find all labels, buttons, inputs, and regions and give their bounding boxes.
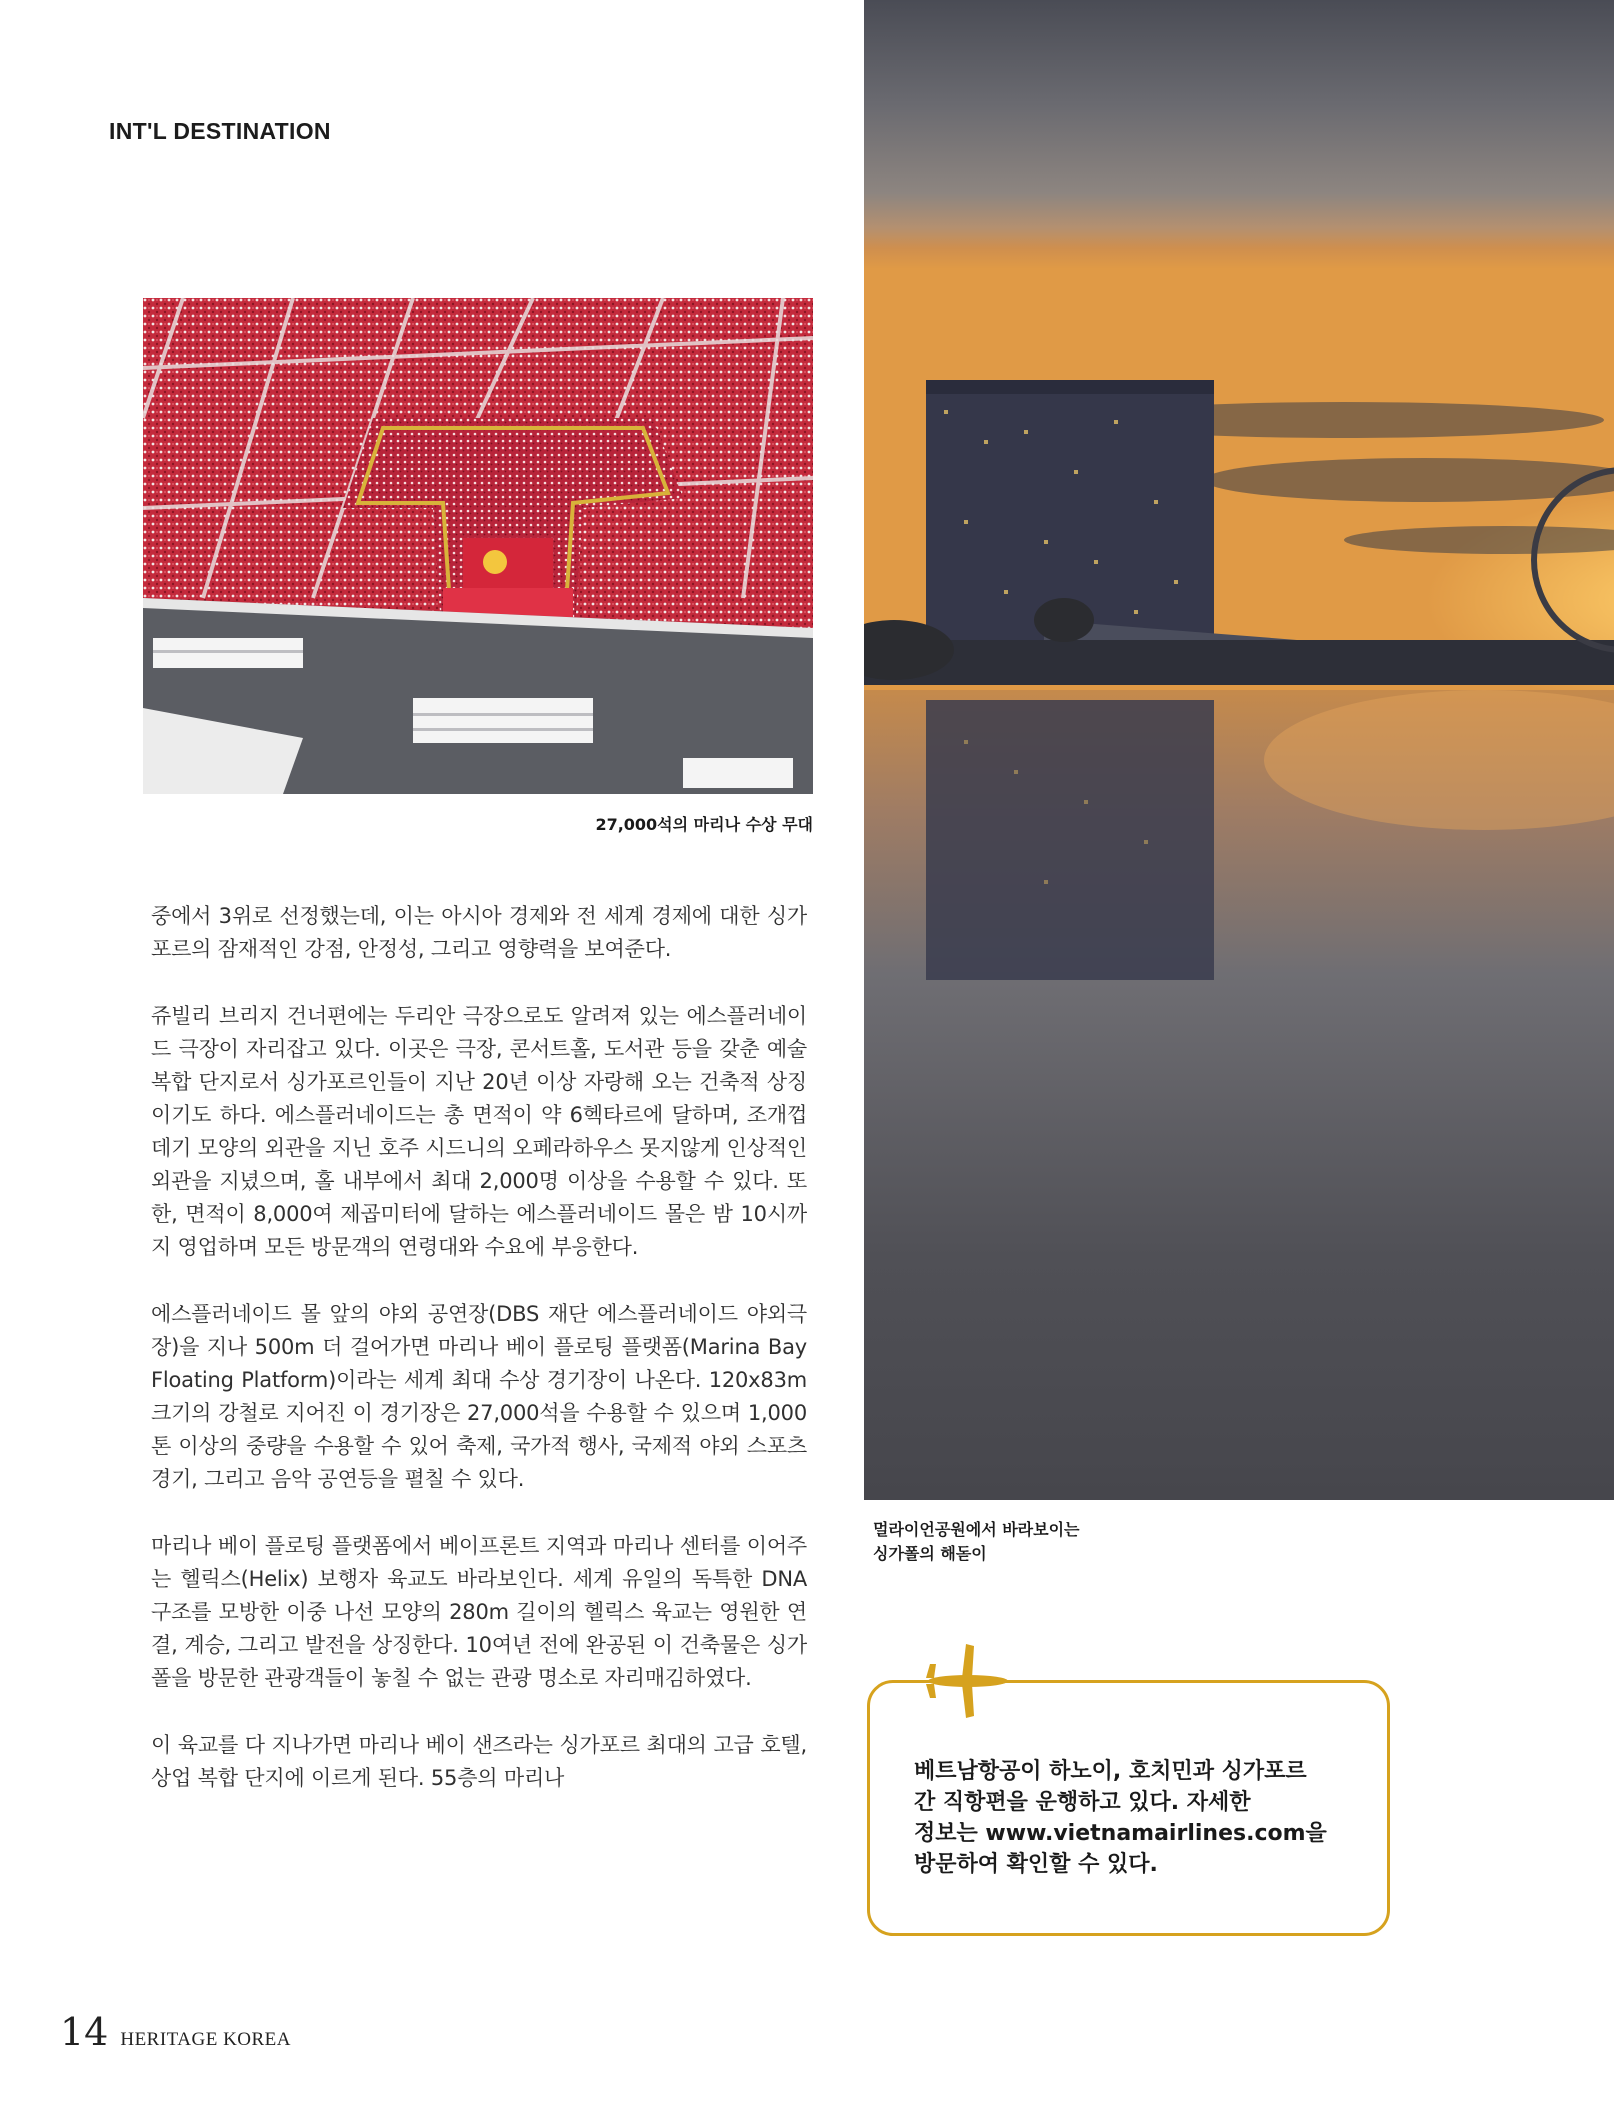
stadium-photo	[143, 298, 813, 794]
page-number: 14	[60, 2010, 109, 2054]
info-box-text	[914, 1756, 1364, 1880]
info-line-2: 간 직항편을 운행하고 있다. 자세한	[914, 1790, 1251, 1815]
article-paragraph-3: 에스플러네이드 몰 앞의 야외 공연장(DBS 재단 에스플러네이드 야외극장)을 지나 500m 더 걸어가면 마리나 베이 플로팅 플랫폼(Marina Bay Floating Platform)이라는 세계 최대 수상 경기장이 나온다. 120x83m 크기의 강철로 지어진 이 경기장은 27,000석을 수용할 수 있으며 1,000톤 이상의 중량을 수용할 수 있어 축제, 국가적 행사, 국제적 야외 스포츠 경기, 그리고 음악 공연등을 펼칠 수 있다.	[151, 1302, 807, 1491]
sunset-caption-line-1: 멀라이언공원에서 바라보이는	[873, 1520, 1080, 1539]
section-label: INT'L DESTINATION	[109, 118, 331, 144]
sunset-photo-caption	[873, 1518, 1233, 1566]
sunset-caption-line-2: 싱가폴의 해돋이	[873, 1544, 987, 1563]
article-paragraph-5: 이 육교를 다 지나가면 마리나 베이 샌즈라는 싱가포르 최대의 고급 호텔, 상업 복합 단지에 이르게 된다. 55층의 마리나	[151, 1733, 807, 1790]
article-paragraph-1: 중에서 3위로 선정했는데, 이는 아시아 경제와 전 세계 경제에 대한 싱가포르의 잠재적인 강점, 안정성, 그리고 영향력을 보여준다.	[151, 904, 807, 961]
info-line-1: 베트남항공이 하노이, 호치민과 싱가포르	[914, 1759, 1307, 1784]
page-footer	[60, 2010, 291, 2054]
sunset-photo	[864, 0, 1614, 1500]
info-line-4: 방문하여 확인할 수 있다.	[914, 1852, 1158, 1877]
article-body	[151, 900, 807, 1829]
article-paragraph-4: 마리나 베이 플로팅 플랫폼에서 베이프론트 지역과 마리나 센터를 이어주는 헬릭스(Helix) 보행자 육교도 바라보인다. 세계 유일의 독특한 DNA 구조를 모방한 이중 나선 모양의 280m 길이의 헬릭스 육교는 영원한 연결, 계승, 그리고 발전을 상징한다. 10여년 전에 완공된 이 건축물은 싱가폴을 방문한 관광객들이 놓칠 수 없는 관광 명소로 자리매김하였다.	[151, 1534, 807, 1690]
article-paragraph-2: 쥬빌리 브리지 건너편에는 두리안 극장으로도 알려져 있는 에스플러네이드 극장이 자리잡고 있다. 이곳은 극장, 콘서트홀, 도서관 등을 갖춘 예술 복합 단지로서 싱가포르인들이 지난 20년 이상 자랑해 오는 건축적 상징이기도 하다. 에스플러네이드는 총 면적이 약 6헥타르에 달하며, 조개껍데기 모양의 외관을 지닌 호주 시드니의 오페라하우스 못지않게 인상적인 외관을 지녔으며, 홀 내부에서 최대 2,000명 이상을 수용할 수 있다. 또한, 면적이 8,000여 제곱미터에 달하는 에스플러네이드 몰은 밤 10시까지 영업하며 모든 방문객의 연령대와 수요에 부응한다.	[151, 1004, 807, 1259]
magazine-name: HERITAGE KOREA	[120, 2029, 292, 2050]
stadium-photo-caption: 27,000석의 마리나 수상 무대	[595, 815, 813, 834]
info-line-3: 정보는 www.vietnamairlines.com을	[914, 1821, 1327, 1846]
airplane-icon	[926, 1642, 1010, 1720]
